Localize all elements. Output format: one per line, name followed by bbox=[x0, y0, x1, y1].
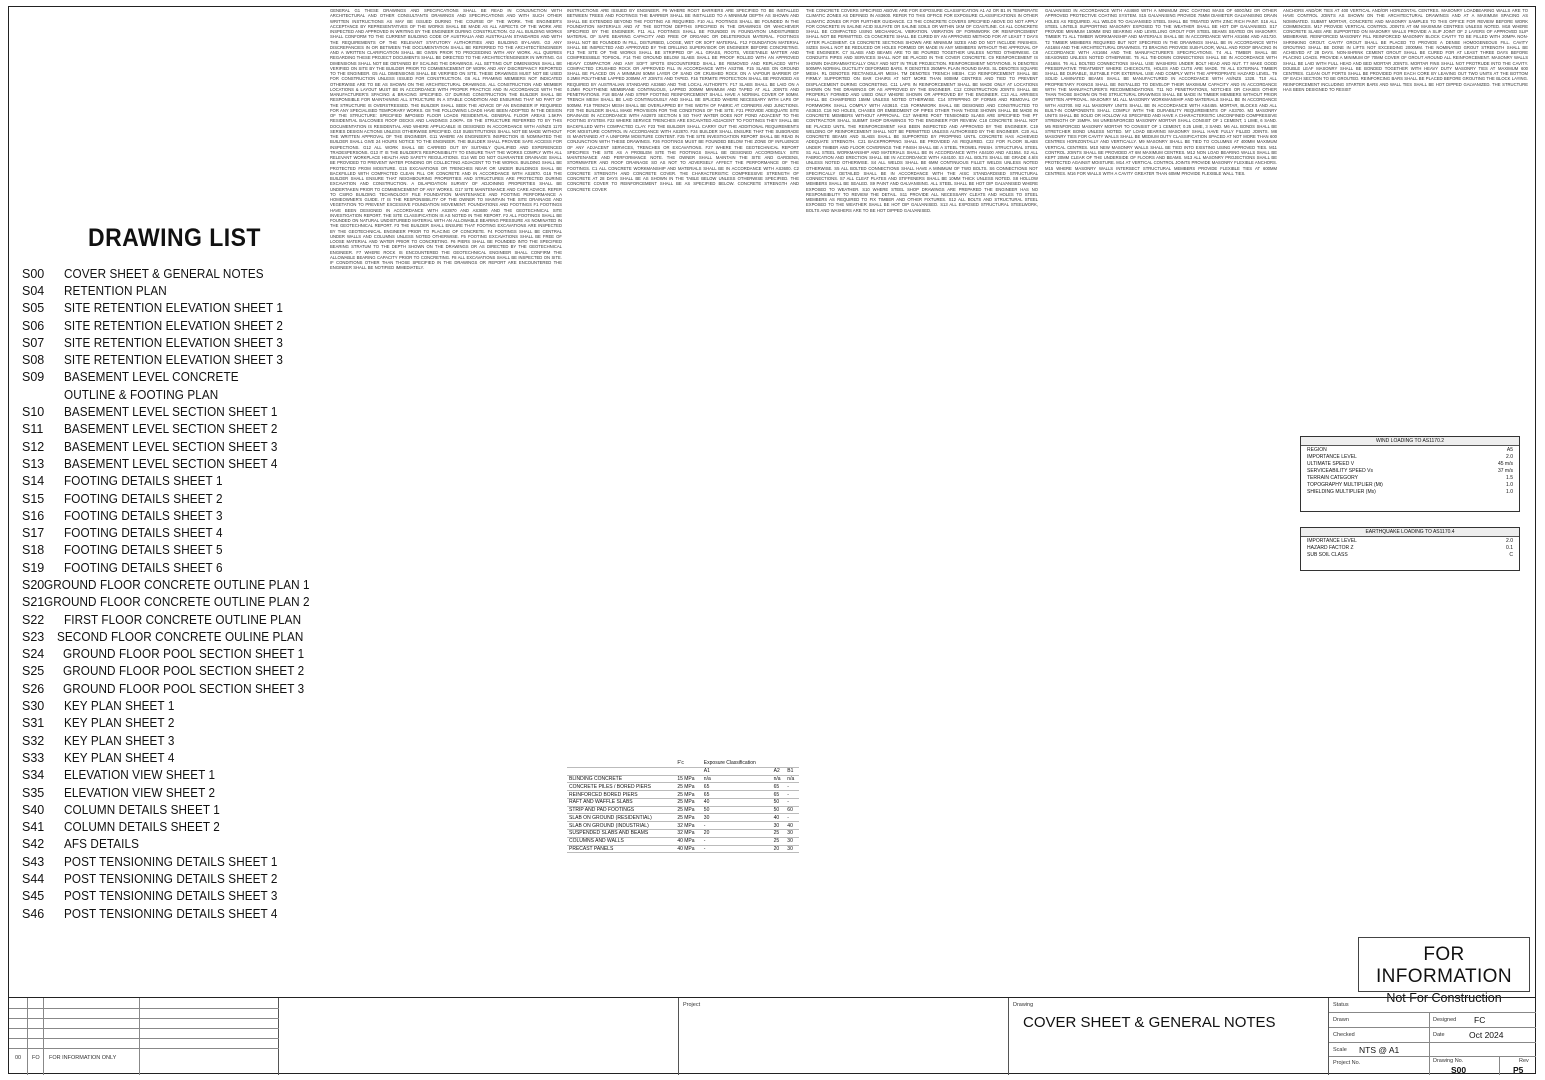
drawing-list-item bbox=[22, 438, 322, 455]
project-cell bbox=[679, 998, 1009, 1075]
table-cell: REINFORCED BORED PIERS bbox=[567, 791, 675, 799]
drawing-list-item bbox=[22, 749, 322, 766]
table-row bbox=[567, 806, 799, 814]
notes-column-5 bbox=[1283, 8, 1528, 428]
loading-value: 37 m/s bbox=[1497, 467, 1513, 474]
table-cell: 40 bbox=[702, 798, 772, 806]
drawing-name: POST TENSIONING DETAILS SHEET 1 bbox=[64, 854, 278, 869]
table-cell: 30 bbox=[785, 845, 799, 853]
notes-text-3: THE CONCRETE COVERS SPECIFIED ABOVE ARE FOR EXPOSURE CLASSIFICATION A1 A2 OR B1 IN TEMPERATE CLIMATIC ZONES AS DEFINED IN AS3600. REFER TO THIS OFFICE FOR EXPOSURE CLASSIFICATIONS IN OTHER CLIMATIC ZONES OR FOR FURTHER GUIDANCE. C3 THE CONCRETE COVERS SPECIFIED ABOVE DO NOT APPLY FOR CONCRETE IN SALINE ACID SULFATE OR SALINE SOILS OR WITHIN 1KM OF COASTLINE. C4 ALL CONCRETE SHALL BE COMPACTED USING MECHANICAL VIBRATION. VIBRATION OF FORMWORK OR REINFORCEMENT SHALL NOT BE PERMITTED. C5 CONCRETE SHALL BE CURED BY AN APPROVED METHOD FOR AT LEAST 7 DAYS AFTER PLACEMENT. C6 CONCRETE SECTIONS SHOWN ARE MINIMUM SIZES AND DO NOT INCLUDE FINISHES. SIZES SHALL NOT BE REDUCED OR HOLES FORMED OR MADE IN ANY MEMBERS WITHOUT THE APPROVAL OF THE ENGINEER. C7 SLABS AND BEAMS ARE TO BE POURED TOGETHER UNLESS NOTED OTHERWISE. C8 CONDUITS PIPES AND SERVICES SHALL NOT BE PLACED IN THE COVER CONCRETE. C9 REINFORCEMENT IS SHOWN DIAGRAMMATICALLY ONLY AND NOT IN TRUE PROJECTION. REINFORCEMENT NOTATIONS. N DENOTES 500MPA NORMAL DUCTILITY DEFORMED BARS. R DENOTES 250MPA PLAIN ROUND BARS. SL DENOTES SQUARE MESH. RL DENOTES RECTANGULAR MESH. TM DENOTES TRENCH MESH. C10 REINFORCEMENT SHALL BE FIRMLY SUPPORTED ON BAR CHAIRS AT NOT MORE THAN 800MM CENTRES AND TIED TO PREVENT DISPLACEMENT DURING CONCRETING. C11 LAPS IN REINFORCEMENT SHALL BE MADE ONLY AT LOCATIONS SHOWN ON THE DRAWINGS OR AS APPROVED BY THE ENGINEER. C12 CONSTRUCTION JOINTS SHALL BE PROPERLY FORMED AND USED ONLY WHERE SHOWN OR APPROVED BY THE ENGINEER. C13 ALL ARRISES SHALL BE CHAMFERED 15MM UNLESS NOTED OTHERWISE. C14 STRIPPING OF FORMS AND REMOVAL OF FORMWORK SHALL COMPLY WITH AS3610. C15 FORMWORK SHALL BE DESIGNED AND CONSTRUCTED TO AS3610. C16 NO HOLES, CHASES OR EMBEDMENT OF PIPES OTHER THAN THOSE SHOWN SHALL BE MADE IN CONCRETE MEMBERS WITHOUT APPROVAL. C17 WHERE POST TENSIONED SLABS ARE SPECIFIED THE PT CONTRACTOR SHALL SUBMIT SHOP DRAWINGS TO THE ENGINEER FOR REVIEW. C18 CONCRETE SHALL NOT BE PLACED UNTIL THE REINFORCEMENT HAS BEEN INSPECTED AND APPROVED BY THE ENGINEER. C19 WELDING OF REINFORCEMENT SHALL NOT BE PERMITTED UNLESS AUTHORISED BY THE ENGINEER. C20 ALL CONCRETE BEAMS AND SLABS SHALL BE SUPPORTED BY PROPPING UNTIL CONCRETE HAS ACHIEVED ADEQUATE STRENGTH. C21 BACKPROPPING SHALL BE PROVIDED AS REQUIRED. C22 FOR FLOOR SLABS UNDER TIMBER AND FLOOR COVERINGS THE FINISH SHALL BE A STEEL TROWEL FINISH. STRUCTURAL STEEL S1 ALL STEEL WORKMANSHIP AND MATERIALS SHALL BE IN ACCORDANCE WITH AS4100 AND AS1554. S2 ALL FABRICATION AND ERECTION SHALL BE IN ACCORDANCE WITH AS4100. S3 ALL BOLTS SHALL BE GRADE 4.6/S UNLESS NOTED OTHERWISE. S4 ALL WELDS SHALL BE 6MM CONTINUOUS FILLET WELDS UNLESS NOTED OTHERWISE. S5 ALL BOLTED CONNECTIONS SHALL HAVE A MINIMUM OF TWO BOLTS. S6 CONNECTIONS NOT SPECIFICALLY DETAILED SHALL BE IN ACCORDANCE WITH THE AISC STANDARDISED STRUCTURAL CONNECTIONS. S7 ALL CLEAT PLATES AND STIFFENERS SHALL BE 10MM THICK UNLESS NOTED. S8 HOLLOW MEMBERS SHALL BE SEALED. S9 PAINT AND GALVANISING. ALL STEEL SHALL BE HOT DIP GALVANISED WHERE EXPOSED TO WEATHER. S10 WHERE STEEL SHOP DRAWINGS ARE PREPARED THE ENGINEER HAS NO RESPONSIBILITY TO REVIEW THE DETAIL. S11 PROVIDE ALL NECESSARY CLEATS AND HOLES TO STEEL MEMBERS AS REQUIRED TO FIX TIMBER AND OTHER FIXTURES. S12 ALL BOLTS AND STRUCTURAL STEEL EXPOSED TO THE WEATHER SHALL BE HOT DIP GALVANISED. S13 ALL EXPOSED STRUCTURAL STEELWORK, BOLTS AND WASHERS ARE TO BE HOT DIPPED GALVANISED. bbox=[806, 8, 1038, 213]
table-cell: 65 bbox=[702, 791, 772, 799]
drawing-label: Drawing bbox=[1013, 1002, 1034, 1008]
table-cell: A1 bbox=[702, 767, 772, 775]
loading-value: 1.0 bbox=[1506, 481, 1513, 488]
table-row bbox=[567, 822, 799, 830]
table-cell: 30 bbox=[772, 822, 786, 830]
drawing-no-value: S00 bbox=[1451, 1065, 1467, 1075]
notes-column-2 bbox=[567, 8, 799, 753]
table-cell: 25 MPa bbox=[675, 814, 701, 822]
drawing-name: GROUND FLOOR POOL SECTION SHEET 2 bbox=[62, 664, 304, 679]
drawing-code: S34 bbox=[22, 768, 45, 783]
table-cell: n/a bbox=[772, 775, 786, 783]
drawing-list bbox=[22, 224, 322, 922]
table-cell: 25 bbox=[772, 837, 786, 845]
drawing-list-item bbox=[22, 663, 322, 680]
stamp-line-1: FOR INFORMATION bbox=[1376, 944, 1512, 987]
drawing-code: S31 bbox=[22, 716, 45, 731]
drawing-list-item bbox=[22, 715, 322, 732]
date-value: Oct 2024 bbox=[1469, 1030, 1504, 1040]
drawing-name: RETENTION PLAN bbox=[64, 283, 167, 298]
drawing-code: S46 bbox=[22, 906, 45, 921]
drawing-name: FOOTING DETAILS SHEET 6 bbox=[64, 560, 223, 575]
rev-label: Rev bbox=[1519, 1058, 1529, 1064]
table-row bbox=[567, 775, 799, 783]
drawing-no-label: Drawing No. bbox=[1433, 1058, 1464, 1064]
drawing-name: POST TENSIONING DETAILS SHEET 4 bbox=[64, 906, 278, 921]
drawing-code: S11 bbox=[22, 422, 44, 437]
drawing-code: S23 bbox=[22, 629, 45, 644]
drawing-name: BASEMENT LEVEL SECTION SHEET 1 bbox=[64, 405, 278, 420]
loading-value: 1.0 bbox=[1506, 488, 1513, 495]
project-no-label: Project No. bbox=[1333, 1060, 1361, 1066]
drawing-list-item bbox=[22, 507, 322, 524]
drawing-name: GROUND FLOOR POOL SECTION SHEET 3 bbox=[62, 681, 304, 696]
table-cell: Exposure Classification bbox=[702, 760, 772, 767]
revision-number: 00 bbox=[15, 1055, 22, 1061]
checked-label: Checked bbox=[1333, 1032, 1355, 1038]
loading-value: C bbox=[1509, 551, 1513, 558]
notes-column-1 bbox=[330, 8, 562, 988]
loading-box-row bbox=[1301, 467, 1519, 474]
table-cell bbox=[772, 760, 786, 767]
loading-value: 45 m/s bbox=[1497, 460, 1513, 467]
drawing-name: SITE RETENTION ELEVATION SHEET 1 bbox=[64, 301, 284, 316]
table-cell: 50 bbox=[702, 806, 772, 814]
date-label: Date bbox=[1433, 1032, 1445, 1038]
drawing-list-item bbox=[22, 819, 322, 836]
drawing-name: FOOTING DETAILS SHEET 5 bbox=[64, 543, 223, 558]
drawing-list-item bbox=[22, 732, 322, 749]
table-row bbox=[567, 791, 799, 799]
drawing-code: S30 bbox=[22, 699, 45, 714]
revision-description: FOR INFORMATION ONLY bbox=[49, 1055, 117, 1061]
drawing-list-item bbox=[22, 369, 322, 386]
drawing-name: FOOTING DETAILS SHEET 3 bbox=[64, 508, 223, 523]
table-cell: 50 bbox=[772, 798, 786, 806]
drawing-name: POST TENSIONING DETAILS SHEET 2 bbox=[64, 872, 278, 887]
table-cell: - bbox=[785, 791, 799, 799]
loading-box-row bbox=[1301, 551, 1519, 558]
drawing-code: S42 bbox=[22, 837, 45, 852]
notes-text-1: GENERAL G1 THESE DRAWINGS AND SPECIFICATIONS SHALL BE READ IN CONJUNCTION WITH ARCHITECTURAL AND OTHER CONSULTANTS DRAWINGS AND SPECIFICATIONS AND WITH SUCH OTHER WRITTEN INSTRUCTIONS AS MAY BE ISSUED DURING THE COURSE OF THE WORK. THE ENGINEER'S ACCEPTANCE BY REPRESENTATIVES OF THE WORKS SHALL BE MADE AS ALL ASPECTS OF THE WORK ARE INSPECTED AND APPROVED IN WRITING BY THE ENGINEER DURING CONSTRUCTION. G2 ALL BUILDING WORKS SHALL CONFORM TO THE CURRENT BUILDING CODE OF AUSTRALIA AND AUSTRALIAN STANDARDS AND WITH THE REQUIREMENTS OF THE RELEVANT STATUTORY AUTHORITIES AND BUILDING BY-LAWS. G3 ANY DISCREPANCIES IN OR BETWEEN THE DOCUMENTATION SHALL BE REFERRED TO THE ARCHITECT/ENGINEER AND A WRITTEN CLARIFICATION SHALL BE GIVEN PRIOR TO PROCEEDING WITH ANY WORK. ALL QUERIES REGARDING THESE PROJECT DOCUMENTS SHALL BE DIRECTED TO THE ARCHITECT/ENGINEER IN WRITING. G4 DIMENSIONS SHALL NOT BE OBTAINED BY SCALING THE DRAWINGS. ALL SETTING OUT DIMENSIONS SHALL BE VERIFIED ON SITE BY THE BUILDER PRIOR TO COMMENCEMENT OF WORK AND ANY DISCREPANCY REPORTED TO THE ENGINEER. G5 ALL DIMENSIONS SHALL BE VERIFIED ON SITE. THESE DRAWINGS MUST NOT BE USED FOR CONSTRUCTION UNLESS ISSUED FOR CONSTRUCTION. G6 ALL FRAMING MEMBERS NOT INDICATED OTHERWISE ARE TO BE AS SHOWN ON THE ARCHITECTURAL DRAWINGS. ALL CONSTRUCTION AND MEMBER LOCATIONS & LAYOUT MUST BE IN ACCORDANCE WITH PROPER PRACTICE AND IN ACCORDANCE WITH THE MANUFACTURER'S SPACING & BRACING SPECIFIED. G7 DURING CONSTRUCTION THE BUILDER SHALL BE RESPONSIBLE FOR MAINTAINING ALL STRUCTURE IN A STABLE CONDITION AND ENSURING THAT NO PART OF THE STRUCTURE IS OVERSTRESSED. THE BUILDER SHALL SEEK THE ADVICE OF AN ENGINEER IF REQUIRED FOR ANY SPECIALISED TEMPORARY WORKS. G8 THE FOLLOWING LOADS HAVE BEEN ADOPTED IN THE DESIGN OF THE STRUCTURE: SPECIFIED IMPOSED FLOOR LOADS RESIDENTIAL GENERAL FLOOR AREAS 1.5KPA RESIDENTIAL BALCONIES ROOF DECKS AND LANDINGS 2.0KPA. G9 THE STRUCTURE REFERRED TO BY THIS DOCUMENTATION IS RESIDENTIAL AND WHERE APPLICABLE IS DESIGNED IN ACCORDANCE WITH AS/NZS 1170 SERIES DESIGN ACTIONS UNLESS OTHERWISE SPECIFIED. G10 SUBSTITUTIONS SHALL NOT BE MADE WITHOUT THE WRITTEN APPROVAL OF THE ENGINEER. G11 WHERE AN ENGINEER'S INSPECTION IS NOMINATED THE BUILDER SHALL GIVE 24 HOURS NOTICE TO THE ENGINEER. THE BUILDER SHALL PROVIDE SAFE ACCESS FOR INSPECTIONS. G12 ALL WORK SHALL BE CARRIED OUT BY SUITABLY QUALIFIED AND EXPERIENCED TRADESPERSONS. G13 IT IS THE BUILDER'S RESPONSIBILITY TO ENSURE THAT THE WORKS COMPLY WITH ALL RELEVANT WORKPLACE HEALTH AND SAFETY REGULATIONS. G14 WE DO NOT GUARANTEE DRAINAGE SHALL BE PROVIDED TO PREVENT WATER PONDING OR COLLECTING ADJACENT TO THE WORKS. BUILDING SHALL BE PROTECTED FROM MOISTURE. G15 EXCAVATIONS OR TRENCHES NEAR OR UNDER BUILDINGS SHALL BE BACKFILLED WITH COMPACTED CLEAN FILL OR CONCRETE AND IN ACCORDANCE WITH AS2870. G16 THE BUILDER SHALL ENSURE THAT NEIGHBOURING PROPERTIES AND STRUCTURES ARE PROTECTED DURING EXCAVATION AND CONSTRUCTION. A DILAPIDATION SURVEY OF ADJOINING PROPERTIES SHALL BE UNDERTAKEN PRIOR TO COMMENCEMENT OF ANY WORKS. G17 SITE MAINTENANCE AND CARE ADVICE. REFER TO CSIRO BUILDING TECHNOLOGY FILE FOUNDATION MAINTENANCE AND FOOTING PERFORMANCE A HOMEOWNER'S GUIDE. IT IS THE RESPONSIBILITY OF THE OWNER TO MAINTAIN THE SITE DRAINAGE AND VEGETATION TO PREVENT EXCESSIVE FOUNDATION MOVEMENT. FOUNDATIONS AND FOOTINGS F1 FOOTINGS HAVE BEEN DESIGNED IN ACCORDANCE WITH AS2870 AND AS3600 AND THE GEOTECHNICAL SITE INVESTIGATION REPORT. THE SITE CLASSIFICATION IS AS NOTED IN THE REPORT. F2 ALL FOOTINGS SHALL BE FOUNDED ON NATURAL UNDISTURBED MATERIAL WITH AN ALLOWABLE BEARING PRESSURE AS NOMINATED IN THE GEOTECHNICAL REPORT. F3 THE BUILDER SHALL ENSURE THAT FOOTING EXCAVATIONS ARE INSPECTED BY THE GEOTECHNICAL ENGINEER PRIOR TO PLACING OF CONCRETE. F4 FOOTINGS SHALL BE CENTRAL UNDER WALLS AND COLUMNS UNLESS NOTED OTHERWISE. F5 FOOTING EXCAVATIONS SHALL BE FREE OF LOOSE MATERIAL AND WATER PRIOR TO CONCRETING. F6 PIERS SHALL BE FOUNDED INTO THE SPECIFIED BEARING STRATUM TO THE DEPTH SHOWN ON THE DRAWINGS OR AS DIRECTED BY THE GEOTECHNICAL ENGINEER. F7 WHERE ROCK IS ENCOUNTERED THE GEOTECHNICAL ENGINEER SHALL CONFIRM THE ALLOWABLE BEARING CAPACITY PRIOR TO CONCRETING. F8 ALL EXCAVATIONS SHALL BE INSPECTED ON SITE. IF CONDITIONS OTHER THAN THOSE SPECIFIED IN THE DRAWINGS OR REPORT ARE ENCOUNTERED THE ENGINEER SHALL BE NOTIFIED IMMEDIATELY. bbox=[330, 8, 562, 271]
drawing-name: GROUND FLOOR POOL SECTION SHEET 1 bbox=[62, 647, 304, 662]
drawing-name: KEY PLAN SHEET 4 bbox=[64, 750, 175, 765]
drawing-code: S05 bbox=[22, 301, 45, 316]
drawing-code: S16 bbox=[22, 508, 45, 523]
drawing-code: S21 bbox=[22, 595, 45, 610]
drawing-list-item bbox=[22, 386, 322, 403]
drawing-list-item bbox=[22, 421, 322, 438]
drawing-code: S22 bbox=[22, 612, 45, 627]
table-cell: 25 MPa bbox=[675, 791, 701, 799]
table-cell: - bbox=[702, 822, 772, 830]
table-cell: 40 bbox=[785, 822, 799, 830]
drawing-name: SITE RETENTION ELEVATION SHEET 3 bbox=[64, 353, 284, 368]
drawing-code: S40 bbox=[22, 802, 45, 817]
scale-label: Scale bbox=[1333, 1047, 1347, 1053]
table-cell: A2 bbox=[772, 767, 786, 775]
drawing-name: SITE RETENTION ELEVATION SHEET 2 bbox=[64, 318, 284, 333]
loading-parameter: HAZARD FACTOR Z bbox=[1307, 544, 1354, 551]
drawing-code: S33 bbox=[22, 750, 45, 765]
drawing-name: FOOTING DETAILS SHEET 2 bbox=[64, 491, 223, 506]
loading-value: 0.1 bbox=[1506, 544, 1513, 551]
drawing-code: S26 bbox=[22, 681, 45, 696]
table-cell: 25 MPa bbox=[675, 798, 701, 806]
table-cell: SLAB ON GROUND (INDUSTRIAL) bbox=[567, 822, 675, 830]
table-cell bbox=[567, 760, 675, 767]
loading-box-row bbox=[1301, 544, 1519, 551]
table-cell: 30 bbox=[702, 814, 772, 822]
loading-box-title: EARTHQUAKE LOADING TO AS1170.4 bbox=[1301, 528, 1519, 537]
drawing-code: S24 bbox=[22, 647, 45, 662]
drawing-list-item bbox=[22, 473, 322, 490]
drawing-list-item bbox=[22, 265, 322, 282]
designed-value: FC bbox=[1474, 1015, 1486, 1025]
table-cell: 65 bbox=[772, 783, 786, 791]
drawing-list-item bbox=[22, 836, 322, 853]
loading-parameter: SERVICEABILITY SPEED Vs bbox=[1307, 467, 1373, 474]
drawing-code: S17 bbox=[22, 526, 45, 541]
drawing-list-item bbox=[22, 300, 322, 317]
table-cell: n/a bbox=[702, 775, 772, 783]
project-label: Project bbox=[683, 1002, 701, 1008]
drawing-list-item bbox=[22, 870, 322, 887]
table-cell bbox=[785, 760, 799, 767]
table-cell: SUSPENDED SLABS AND BEAMS bbox=[567, 830, 675, 838]
drawing-code: S07 bbox=[22, 335, 45, 350]
table-cell: RAFT AND WAFFLE SLABS bbox=[567, 798, 675, 806]
for-information-stamp bbox=[1358, 937, 1530, 1005]
drawing-name: SECOND FLOOR CONCRETE OULINE PLAN bbox=[56, 629, 304, 644]
drawing-list-item bbox=[22, 524, 322, 541]
drawing-list-item bbox=[22, 697, 322, 714]
table-cell: CONCRETE PILES / BORED PIERS bbox=[567, 783, 675, 791]
drawing-name: KEY PLAN SHEET 2 bbox=[64, 716, 175, 731]
table-cell: 30 bbox=[785, 837, 799, 845]
drawing-list-item bbox=[22, 455, 322, 472]
loading-parameter: IMPORTANCE LEVEL bbox=[1307, 453, 1357, 460]
drawing-name: OUTLINE & FOOTING PLAN bbox=[64, 387, 219, 402]
drawing-code: S15 bbox=[22, 491, 45, 506]
table-cell: 25 MPa bbox=[675, 806, 701, 814]
notes-text-2: INSTRUCTIONS ARE ISSUED BY ENGINEER. F9 WHERE ROOT BARRIERS ARE SPECIFIED TO BE INSTALLED BETWEEN TREES AND FOOTINGS THE BARRIER SHALL BE INSTALLED TO A MINIMUM DEPTH AS SHOWN AND SHALL BE EXTENDED BEYOND THE FOOTING AS REQUIRED. F10 ALL FOOTINGS SHALL BE FOUNDED IN THE FOUNDATION MATERIALS AND AT THE BOTTOM DEPTHS SPECIFIED IN THE DRAWINGS OR WHICHEVER SPECIFIED BY THE ENGINEER. F11 ALL FOOTINGS SHALL BE FOUNDED IN FOUNDATION UNDISTURBED MATERIAL OF SAFE BEARING CAPACITY AND FREE OF ORGANIC OR DELETERIOUS MATERIAL. FOOTINGS SHALL NOT BE FOUNDED IN FILL, DISTURBED, LOOSE, WET OR SOFT MATERIAL. F12 FOUNDATION MATERIAL SHALL BE INSPECTED AND APPROVED BY THE DRILLING SUPERVISOR OR ENGINEER BEFORE CONCRETING. F13 THE SITE OF THE WORKS SHALL BE STRIPPED OF ALL GRASS, ROOTS, VEGETABLE MATTER AND COMPRESSIBLE TOPSOIL. F14 THE GROUND BELOW SLABS SHALL BE PROOF ROLLED WITH AN APPROVED HEAVY COMPACTOR AND ANY SOFT SPOTS ENCOUNTERED SHALL BE REMOVED AND REPLACED WITH COMPACTED CRUSHED ROCK OR APPROVED FILL IN ACCORDANCE WITH AS3798. F15 SLABS ON GROUND SHALL BE PLACED ON A MINIMUM 50MM LAYER OF SAND OR CRUSHED ROCK ON A VAPOUR BARRIER OF 0.2MM POLYTHENE LAPPED 200MM AT JOINTS AND TAPED. F16 TERMITE PROTECTION SHALL BE PROVIDED AS REQUIRED BY AUSTRALIAN STANDARD AS3660 AND THE LOCAL AUTHORITY. F17 SLABS SHALL BE LAID ON A 0.2MM POLYTHENE MEMBRANE CONTINUOUS, LAPPED 200MM MINIMUM AND TAPED AT ALL JOINTS AND PENETRATIONS. F18 BEAM AND STRIP FOOTING REINFORCEMENT SHALL HAVE A NORMAL COVER OF 50MM. TRENCH MESH SHALL BE LAID CONTINUOUSLY AND SHALL BE SPLICED WHERE NECESSARY WITH LAPS OF 500MM. F19 TRENCH MESH SHALL BE OVERLAPPED BY THE WIDTH OF FABRIC AT CORNERS AND JUNCTIONS. F20 THE BUILDER SHALL MAKE PROVISION FOR THE CONDITIONS OF THE SITE. F21 PROVIDE ADEQUATE SITE DRAINAGE IN ACCORDANCE WITH AS2870 SECTION 5 SO THAT WATER DOES NOT POND ADJACENT TO THE FOOTING SYSTEM. F22 WHERE SERVICE TRENCHES ARE EXCAVATED ADJACENT TO FOOTINGS THEY SHALL BE BACKFILLED WITH COMPACTED CLAY. F23 THE BUILDER SHALL CARRY OUT THE ADDITIONAL REQUIREMENTS FOR MOISTURE CONTROL IN ACCORDANCE WITH AS2870. F24 BUILDER SHALL ENSURE THAT THE SUBGRADE IS MAINTAINED AT A UNIFORM MOISTURE CONTENT. F25 THE SITE INVESTIGATION REPORT SHALL BE READ IN CONJUNCTION WITH THESE DRAWINGS. F26 FOOTINGS MUST BE FOUNDED BELOW THE ZONE OF INFLUENCE OF ANY ADJACENT SERVICES, TRENCHES OR EXCAVATIONS. F27 WHERE THE GEOTECHNICAL REPORT SPECIFIES THE SITE AS A PROBLEM SITE THE FOOTINGS SHALL BE DESIGNED ACCORDINGLY. SITE MAINTENANCE AND PERFORMANCE NOTE. THE OWNER SHALL MAINTAIN THE SITE AND GARDENS, STORMWATER AND ROOF DRAINAGE SO AS NOT TO ADVERSELY AFFECT THE PERFORMANCE OF THE FOOTINGS. C1 ALL CONCRETE WORKMANSHIP AND MATERIALS SHALL BE IN ACCORDANCE WITH AS3600. C2 CONCRETE STRENGTH AND CONCRETE COVER. THE CHARACTERISTIC COMPRESSIVE STRENGTH OF CONCRETE AT 28 DAYS SHALL BE AS SHOWN IN THE TABLE BELOW UNLESS OTHERWISE SPECIFIED. THE CONCRETE COVER TO REINFORCEMENT SHALL BE AS SPECIFIED BELOW. CONCRETE STRENGTH AND CONCRETE COVER bbox=[567, 8, 799, 192]
loading-parameter: ULTIMATE SPEED V bbox=[1307, 460, 1355, 467]
loading-parameter: REGION bbox=[1307, 446, 1327, 453]
drawing-code: S10 bbox=[22, 405, 45, 420]
table-row bbox=[567, 837, 799, 845]
drawing-list-item bbox=[22, 403, 322, 420]
table-cell: - bbox=[785, 814, 799, 822]
loading-box-row bbox=[1301, 446, 1519, 453]
table-cell: 15 MPa bbox=[675, 775, 701, 783]
table-cell: 40 MPa bbox=[675, 845, 701, 853]
drawing-name: KEY PLAN SHEET 3 bbox=[64, 733, 175, 748]
drawing-list-item bbox=[22, 767, 322, 784]
table-row bbox=[567, 814, 799, 822]
concrete-cover-table bbox=[567, 760, 799, 853]
drawing-name: ELEVATION VIEW SHEET 1 bbox=[64, 768, 216, 783]
drawing-name: BASEMENT LEVEL CONCRETE bbox=[64, 370, 239, 385]
drawing-code: S45 bbox=[22, 889, 45, 904]
drawing-name: COVER SHEET & GENERAL NOTES bbox=[64, 266, 264, 281]
stamp-line-2: Not For Construction bbox=[1386, 991, 1502, 1005]
notes-text-5: ANCHORS AND/OR TIES AT 400 VERTICAL AND/OR HORIZONTAL CENTRES. MASONRY LOADBEARING WALLS ARE TO HAVE CONTROL JOINTS AS SHOWN ON THE ARCHITECTURAL DRAWINGS AND AT A MAXIMUM SPACING AS NOMINATED. SUBMIT MORTAR, CONCRETE AND MASONRY SAMPLES TO THIS OFFICE FOR REVIEW BEFORE WORK COMMENCES. M17 PROVIDE VERTICAL CONTROL JOINTS AT 6M MAXIMUM CENTRES UNLESS NOTED. M18 WHERE CONCRETE SLABS ARE SUPPORTED ON MASONRY WALLS PROVIDE A SLIP JOINT OF 2 LAYERS OF APPROVED SLIP MEMBRANE. REINFORCED MASONRY FILL REINFORCED MASONRY BLOCK CAVITY TO BE FILLED WITH 20MPA NON-SHRINKING GROUT. CAVITY GROUT SHALL BE PLACED TO PROVIDE A DENSE HOMOGENEOUS FILL. CAVITY GROUTING SHALL BE DONE IN LIFTS NOT EXCEEDING 2000MM. THE NOMINATED GROUT STRENGTH SHALL BE ACHIEVED AT 28 DAYS. NON-SHRINK CEMENT GROUT SHALL BE CURED FOR AT LEAST THREE DAYS BEFORE PLACING LOADS. PROVIDE A MINIMUM OF 70MM COVER OF GROUT AROUND ALL REINFORCEMENT. MASONRY WALLS SHALL BE LAID WITH FULL HEAD AND BED MORTAR JOINTS. MORTAR FINS SHALL NOT PROTRUDE INTO THE CAVITY. DOUBLE LEAF MASONRY SHALL BE BONDED TOGETHER WITH HEAVY DUTY MASONRY TIES AT MAXIMUM 600 CENTRES. CLEAN OUT PORTS SHALL BE PROVIDED FOR EACH CORE BY LEAVING OUT TWO UNITS AT THE BOTTOM OF EACH SECTION TO BE GROUTED. REINFORCING BARS SHALL BE PLACED BEFORE GROUTING THE BLOCK LAYING. REINFORCEMENT INCLUDING STARTER BARS AND WALL TIES SHALL BE HOT DIPPED GALVANIZED. THE STRUCTURE HAS BEEN DESIGNED TO RESIST bbox=[1283, 8, 1528, 92]
loading-value: A5 bbox=[1506, 446, 1513, 453]
drawing-list-item bbox=[22, 576, 322, 593]
table-cell bbox=[567, 767, 675, 775]
revision-by: FO bbox=[32, 1055, 40, 1061]
loading-box-row bbox=[1301, 474, 1519, 481]
table-cell: 25 MPa bbox=[675, 783, 701, 791]
table-row bbox=[567, 783, 799, 791]
table-row bbox=[567, 798, 799, 806]
table-cell: 32 MPa bbox=[675, 822, 701, 830]
loading-parameter: TOPOGRAPHY MULTIPLIER (Mt) bbox=[1307, 481, 1383, 488]
rev-value: P5 bbox=[1513, 1065, 1524, 1075]
drawing-name: POST TENSIONING DETAILS SHEET 3 bbox=[64, 889, 278, 904]
loading-box-row bbox=[1301, 488, 1519, 495]
drawing-code: S19 bbox=[22, 560, 45, 575]
drawing-list-item bbox=[22, 282, 322, 299]
drawing-name: FOOTING DETAILS SHEET 1 bbox=[64, 474, 223, 489]
table-cell: BLINDING CONCRETE bbox=[567, 775, 675, 783]
drawing-code: S25 bbox=[22, 664, 45, 679]
drawing-list-item bbox=[22, 680, 322, 697]
table-cell: 40 MPa bbox=[675, 837, 701, 845]
loading-box-row bbox=[1301, 537, 1519, 544]
table-cell: COLUMNS AND WALLS bbox=[567, 837, 675, 845]
drawing-list-title: DRAWING LIST bbox=[88, 224, 261, 252]
table-header-row bbox=[567, 760, 799, 767]
loading-box-row bbox=[1301, 460, 1519, 467]
table-row bbox=[567, 845, 799, 853]
drawing-list-item bbox=[22, 559, 322, 576]
table-cell: 60 bbox=[785, 806, 799, 814]
notes-column-4 bbox=[1045, 8, 1277, 988]
drawing-code: S35 bbox=[22, 785, 45, 800]
drawing-list-item bbox=[22, 594, 322, 611]
drawing-code: S20 bbox=[22, 577, 45, 592]
table-cell: - bbox=[785, 798, 799, 806]
table-cell: 65 bbox=[772, 791, 786, 799]
table-subheader-row bbox=[567, 767, 799, 775]
drawing-name: FOOTING DETAILS SHEET 4 bbox=[64, 526, 223, 541]
table-cell: PRECAST PANELS bbox=[567, 845, 675, 853]
table-cell: - bbox=[702, 845, 772, 853]
drawing-name: ELEVATION VIEW SHEET 2 bbox=[64, 785, 216, 800]
table-cell: 25 bbox=[772, 830, 786, 838]
loading-parameter: SUB SOIL CLASS bbox=[1307, 551, 1348, 558]
designed-label: Designed bbox=[1433, 1017, 1457, 1023]
drawing-name: FIRST FLOOR CONCRETE OUTLINE PLAN bbox=[64, 612, 302, 627]
drawing-name: AFS DETAILS bbox=[64, 837, 140, 852]
drawing-code: S12 bbox=[22, 439, 45, 454]
table-cell: 20 bbox=[702, 830, 772, 838]
earthquake-loading-box bbox=[1300, 527, 1520, 571]
drawing-code: S08 bbox=[22, 353, 45, 368]
drawing-list-item bbox=[22, 905, 322, 922]
wind-loading-box bbox=[1300, 436, 1520, 512]
drawing-info-cell bbox=[1329, 998, 1536, 1075]
drawing-code: S43 bbox=[22, 854, 45, 869]
loading-value: 2.0 bbox=[1506, 453, 1513, 460]
drawing-name: SITE RETENTION ELEVATION SHEET 3 bbox=[64, 335, 284, 350]
table-cell: - bbox=[702, 837, 772, 845]
drawing-list-item bbox=[22, 888, 322, 905]
table-cell bbox=[675, 767, 701, 775]
drawing-name: COLUMN DETAILS SHEET 2 bbox=[64, 820, 220, 835]
table-cell: STRIP AND PAD FOOTINGS bbox=[567, 806, 675, 814]
drawing-name: GROUND FLOOR CONCRETE OUTLINE PLAN 2 bbox=[44, 595, 310, 610]
table-cell: 30 bbox=[785, 830, 799, 838]
drawing-code: S32 bbox=[22, 733, 45, 748]
drawing-name: COLUMN DETAILS SHEET 1 bbox=[64, 802, 220, 817]
notes-text-4: GALVANISED IN ACCORDANCE WITH AS4680 WITH A MINIMUM ZINC COATING MASS OF 600G/M2 OR OTHER APPROVED PROTECTIVE COATING SYSTEM. S15 GALVANISING PROVIDE 75MM DIAMETER GALVANISING DRAIN HOLES AS REQUIRED. ALL WELDS TO GALVANISED STEEL SHALL BE TREATED WITH ZINC RICH PAINT. S16 ALL STEEL LINTELS SUPPORTING MASONRY EXPOSED TO THE WEATHER SHALL BE HOT DIP GALVANISED. S17 PROVIDE MINIMUM 150MM END BEARING AND LEVELLING GROUT FOR STEEL BEAMS SEATED ON MASONRY. TIMBER T1 ALL TIMBER WORKMANSHIP AND MATERIALS SHALL BE IN ACCORDANCE WITH AS1684 AND AS1720. T2 TIMBER MEMBERS REQUIRED BUT NOT SPECIFIED IN THE DRAWINGS SHALL BE IN ACCORDANCE WITH AS1684 AND THE ARCHITECTURAL DRAWINGS. T3 BRACING PROVIDE SUB-FLOOR, WALL AND ROOF BRACING IN ACCORDANCE WITH AS1684 AND THE MANUFACTURER'S SPECIFICATIONS. T4 ALL TIMBER SHALL BE SEASONED UNLESS NOTED OTHERWISE. T5 ALL TIE-DOWN CONNECTIONS SHALL BE IN ACCORDANCE WITH AS1684. T6 ALL BOLTED CONNECTIONS SHALL USE WASHERS UNDER BOLT HEAD AND NUT. T7 MAKE GOOD PRESERVATIVE TREATMENT WHERE CHECKOUTS, HOLES AND CUTS ARE MADE. T8 ALL EXTERNAL TIMBER SHALL BE DURABLE, SUITABLE FOR EXTERNAL USE AND COMPLY WITH THE APPROPRIATE HAZARD LEVEL. T9 SOLID LAMINATED BEAMS SHALL BE MANUFACTURED IN ACCORDANCE WITH AS/NZS 1328. T10 ALL PROPRIETARY FIXINGS SHALL BE INSTALLED TO DEVELOP THEIR MAXIMUM CAPACITY AND IN ACCORDANCE WITH THE MANUFACTURER'S RECOMMENDATIONS. T11 NO PENETRATIONS, NOTCHES OR CHASES OTHER THAN THOSE SHOWN ON THE STRUCTURAL DRAWINGS SHALL BE MADE IN TIMBER MEMBERS WITHOUT PRIOR WRITTEN APPROVAL. MASONRY M1 ALL MASONRY WORKMANSHIP AND MATERIALS SHALL BE IN ACCORDANCE WITH AS3700. M2 ALL MASONRY UNITS SHALL BE IN ACCORDANCE WITH AS4455. MORTAR, BLOCKS AND ALL BUILT-IN COMPONENTS SHALL COMPLY WITH THE DURABILITY REQUIREMENTS OF AS3700. M3 MASONRY UNITS SHALL BE SOLID OR HOLLOW AS SPECIFIED AND HAVE A CHARACTERISTIC UNCONFINED COMPRESSIVE STRENGTH OF 15MPA. M4 UNREINFORCED MASONRY MORTAR SHALL CONSIST OF 1 CEMENT, 1 LIME, 6 SAND. M5 REINFORCED MASONRY MORTAR TO CONSIST OF 1 CEMENT, 0.25 LIME, 3 SAND. M6 ALL BONDS SHALL BE STRETCHER BOND UNLESS NOTED. M7 LOAD BEARING MASONRY SHALL HAVE FULLY FILLED JOINTS. M8 MASONRY TIES FOR CAVITY WALLS SHALL BE MEDIUM DUTY CLASSIFICATION SPACED AT NOT MORE THAN 600 CENTRES HORIZONTALLY AND VERTICALLY. M9 MASONRY SHALL BE TIED TO COLUMNS AT 400MM MAXIMUM VERTICAL CENTRES. M10 NEW MASONRY WALLS SHALL BE TIED INTO EXISTING USING APPROVED TIES. M11 CONTROL JOINTS SHALL BE PROVIDED AT 6M MAXIMUM CENTRES. M12 NON LOAD BEARING WALLS SHALL BE KEPT 20MM CLEAR OF THE UNDERSIDE OF FLOORS AND BEAMS. M13 ALL MASONRY PROJECTIONS SHALL BE PROTECTED AGAINST MOISTURE. M14 AT VERTICAL CONTROL JOINTS PROVIDE MASONRY FLEXIBLE ANCHORS. M15 WHERE MASONRY WALLS INTERSECT STRUCTURAL MEMBERS PROVIDE FLEXIBLE TIES AT 600MM CENTRES. M16 FOR WALLS WITH A CAVITY GREATER THAN 60MM PROVIDE FLEXIBLE WALL TIES. bbox=[1045, 8, 1277, 176]
table-cell: 50 bbox=[772, 806, 786, 814]
loading-parameter: TERRAIN CATEGORY bbox=[1307, 474, 1358, 481]
drawing-code: S44 bbox=[22, 872, 45, 887]
loading-box-row bbox=[1301, 481, 1519, 488]
drawing-list-item bbox=[22, 334, 322, 351]
drawing-list-item bbox=[22, 853, 322, 870]
drawing-list-item bbox=[22, 542, 322, 559]
drawn-label: Drawn bbox=[1333, 1017, 1349, 1023]
drawing-list-item bbox=[22, 801, 322, 818]
table-cell: 65 bbox=[702, 783, 772, 791]
loading-value: 1.5 bbox=[1506, 474, 1513, 481]
drawing-list-rows bbox=[22, 265, 322, 922]
loading-value: 2.0 bbox=[1506, 537, 1513, 544]
consultant-cell bbox=[279, 998, 679, 1075]
table-cell: SLAB ON GROUND (RESIDENTIAL) bbox=[567, 814, 675, 822]
drawing-code: S04 bbox=[22, 283, 45, 298]
table-row bbox=[567, 830, 799, 838]
loading-box-title: WIND LOADING TO AS1170.2 bbox=[1301, 437, 1519, 446]
drawing-name: BASEMENT LEVEL SECTION SHEET 2 bbox=[64, 422, 278, 437]
table-cell: - bbox=[785, 783, 799, 791]
table-cell: n/a bbox=[785, 775, 799, 783]
drawing-list-item bbox=[22, 490, 322, 507]
loading-parameter: IMPORTANCE LEVEL bbox=[1307, 537, 1357, 544]
loading-box-row bbox=[1301, 453, 1519, 460]
drawing-name: BASEMENT LEVEL SECTION SHEET 3 bbox=[64, 439, 278, 454]
drawing-list-item bbox=[22, 351, 322, 368]
drawing-list-item bbox=[22, 628, 322, 645]
table-cell: 20 bbox=[772, 845, 786, 853]
drawing-list-item bbox=[22, 611, 322, 628]
drawing-list-item bbox=[22, 317, 322, 334]
drawing-code: S09 bbox=[22, 370, 45, 385]
drawing-code: S00 bbox=[22, 266, 45, 281]
loading-parameter: SHIELDING MULTIPLIER (Ms) bbox=[1307, 488, 1376, 495]
drawing-name: KEY PLAN SHEET 1 bbox=[64, 699, 175, 714]
drawing-code: S18 bbox=[22, 543, 45, 558]
drawing-list-item bbox=[22, 646, 322, 663]
table-cell: F'c bbox=[675, 760, 701, 767]
drawing-name: BASEMENT LEVEL SECTION SHEET 4 bbox=[64, 456, 278, 471]
table-cell: 40 bbox=[772, 814, 786, 822]
table-cell: B1 bbox=[785, 767, 799, 775]
scale-value: NTS @ A1 bbox=[1359, 1045, 1400, 1055]
drawing-cell bbox=[1009, 998, 1329, 1075]
title-block bbox=[9, 997, 1536, 1075]
drawing-list-item bbox=[22, 784, 322, 801]
drawing-code: S13 bbox=[22, 456, 45, 471]
drawing-name: GROUND FLOOR CONCRETE OUTLINE PLAN 1 bbox=[44, 577, 310, 592]
status-label: Status bbox=[1333, 1002, 1349, 1008]
drawing-title: COVER SHEET & GENERAL NOTES bbox=[1023, 1014, 1276, 1031]
drawing-code: S06 bbox=[22, 318, 45, 333]
revision-grid bbox=[9, 998, 279, 1075]
drawing-code: S14 bbox=[22, 474, 45, 489]
table-cell: 32 MPa bbox=[675, 830, 701, 838]
drawing-code: S41 bbox=[22, 820, 45, 835]
notes-column-3 bbox=[806, 8, 1038, 988]
